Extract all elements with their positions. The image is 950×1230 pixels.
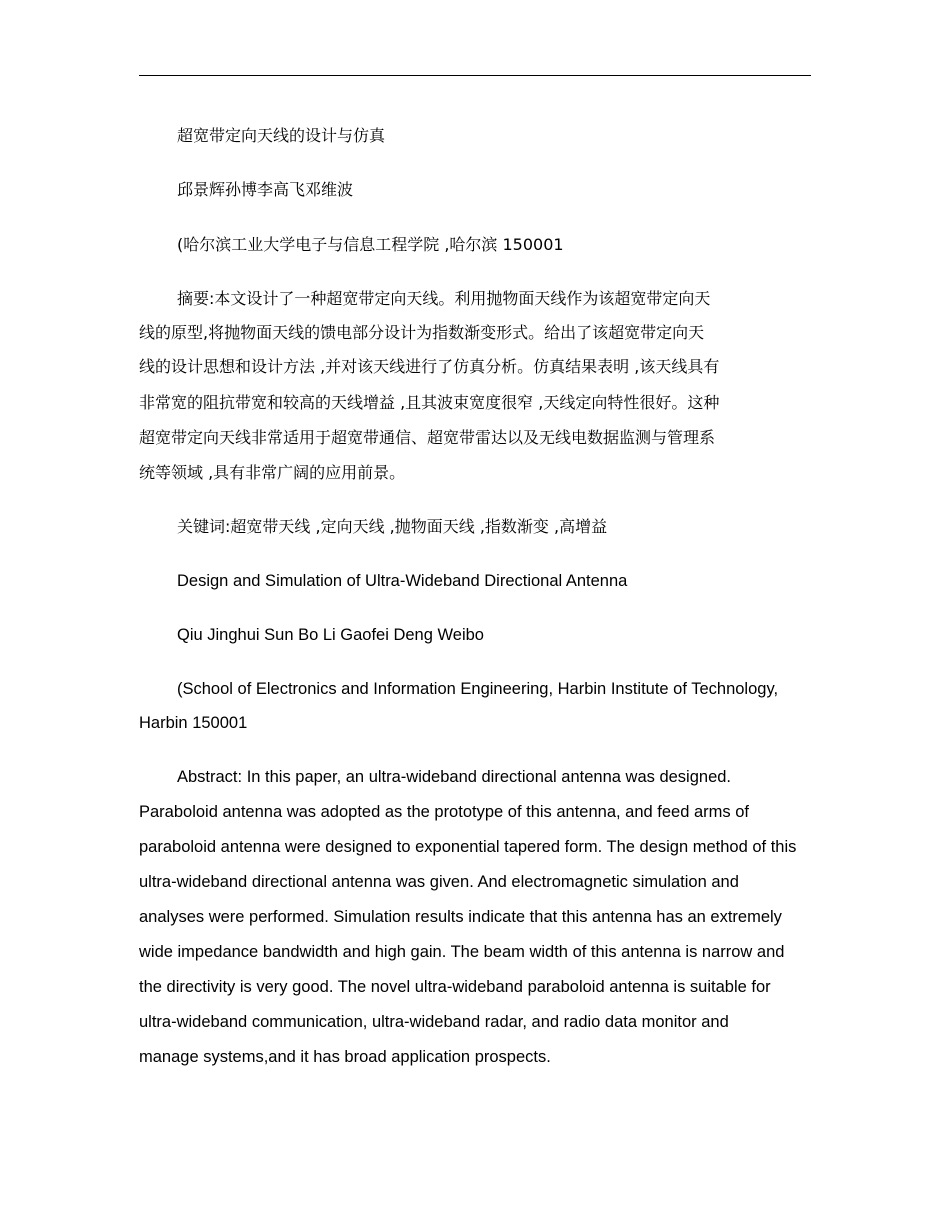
zh-title: 超宽带定向天线的设计与仿真 [177, 126, 386, 145]
zh-keywords: 关键词:超宽带天线 ,定向天线 ,抛物面天线 ,指数渐变 ,高增益 [177, 517, 608, 536]
zh-abstract-line: 线的原型,将抛物面天线的馈电部分设计为指数渐变形式。给出了该超宽带定向天 [139, 323, 705, 342]
en-authors: Qiu Jinghui Sun Bo Li Gaofei Deng Weibo [177, 626, 484, 644]
zh-abstract-line: 线的设计思想和设计方法 ,并对该天线进行了仿真分析。仿真结果表明 ,该天线具有 [139, 357, 720, 376]
zh-abstract-line: 非常宽的阻抗带宽和较高的天线增益 ,且其波束宽度很窄 ,天线定向特性很好。这种 [139, 393, 720, 412]
en-abstract-line: Paraboloid antenna was adopted as the prototype of this antenna, and feed arms of [139, 803, 750, 821]
en-affiliation-line: (School of Electronics and Information Engineering, Harbin Institute of Technology, [177, 680, 779, 698]
header-rule [139, 75, 811, 76]
en-abstract-line: the directivity is very good. The novel ultra-wideband paraboloid antenna is suitable for [139, 978, 771, 996]
en-abstract-line: ultra-wideband directional antenna was given. And electromagnetic simulation and [139, 873, 739, 891]
en-affiliation-line: Harbin 150001 [139, 714, 248, 732]
zh-authors: 邱景辉孙博李高飞邓维波 [177, 180, 354, 199]
zh-abstract-line: 超宽带定向天线非常适用于超宽带通信、超宽带雷达以及无线电数据监测与管理系 [139, 428, 716, 447]
en-abstract-line: Abstract: In this paper, an ultra-wideband directional antenna was designed. [177, 768, 732, 786]
en-abstract-line: wide impedance bandwidth and high gain. The beam width of this antenna is narrow and [139, 943, 785, 961]
zh-abstract-line: 统等领域 ,具有非常广阔的应用前景。 [139, 463, 406, 482]
en-abstract-line: analyses were performed. Simulation results indicate that this antenna has an extremely [139, 908, 782, 926]
en-abstract-line: ultra-wideband communication, ultra-wideband radar, and radio data monitor and [139, 1013, 729, 1031]
en-title: Design and Simulation of Ultra-Wideband Directional Antenna [177, 572, 628, 590]
en-abstract-line: paraboloid antenna were designed to exponential tapered form. The design method of this [139, 838, 797, 856]
zh-abstract-line: 摘要:本文设计了一种超宽带定向天线。利用抛物面天线作为该超宽带定向天 [177, 289, 711, 308]
en-abstract-line: manage systems,and it has broad application prospects. [139, 1048, 551, 1066]
zh-affiliation: (哈尔滨工业大学电子与信息工程学院 ,哈尔滨 150001 [177, 235, 564, 254]
